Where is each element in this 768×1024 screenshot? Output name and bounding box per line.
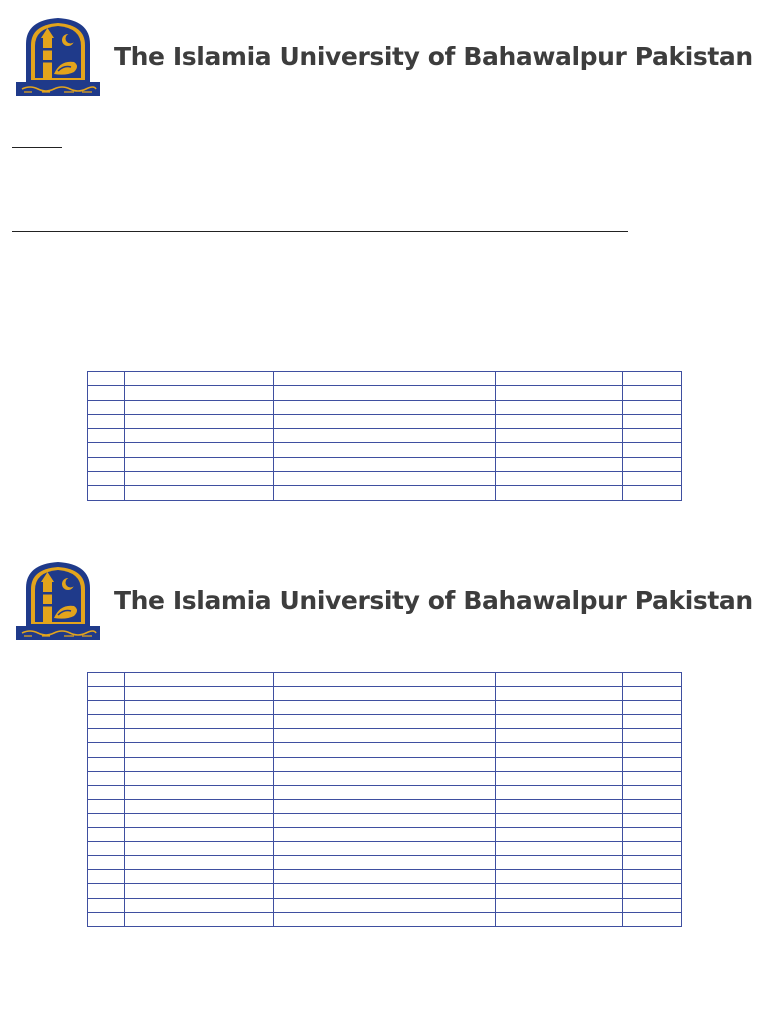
table-row <box>88 757 682 771</box>
table-cell <box>623 870 682 884</box>
table-cell <box>274 870 496 884</box>
table-cell <box>125 870 274 884</box>
table-cell <box>274 729 496 743</box>
table-cell <box>496 372 623 386</box>
table-cell <box>623 898 682 912</box>
table-cell <box>623 884 682 898</box>
table-cell <box>274 673 496 687</box>
table-cell <box>623 912 682 926</box>
table-cell <box>274 414 496 428</box>
table-cell <box>88 372 125 386</box>
table-cell <box>274 757 496 771</box>
table-cell <box>125 799 274 813</box>
table-cell <box>274 457 496 471</box>
table-cell <box>274 486 496 500</box>
table-cell <box>496 400 623 414</box>
table-cell <box>274 813 496 827</box>
table-cell <box>623 842 682 856</box>
table-cell <box>88 429 125 443</box>
table-cell <box>496 898 623 912</box>
table-row <box>88 386 682 400</box>
table-cell <box>125 457 274 471</box>
table-cell <box>125 400 274 414</box>
table-cell <box>496 673 623 687</box>
table-cell <box>274 785 496 799</box>
table-cell <box>88 414 125 428</box>
table-cell <box>88 743 125 757</box>
table-cell <box>88 813 125 827</box>
table-cell <box>496 912 623 926</box>
table-cell <box>496 870 623 884</box>
table-cell <box>88 799 125 813</box>
table-cell <box>623 386 682 400</box>
table-cell <box>88 785 125 799</box>
table-cell <box>496 771 623 785</box>
table-cell <box>496 799 623 813</box>
table-cell <box>496 472 623 486</box>
table-cell <box>274 856 496 870</box>
empty-table-2 <box>87 672 682 927</box>
table-row <box>88 486 682 500</box>
table-cell <box>88 912 125 926</box>
table-cell <box>496 414 623 428</box>
page-title: The Islamia University of Bahawalpur Pakistan <box>114 41 753 71</box>
page-title-2: The Islamia University of Bahawalpur Pakistan <box>114 585 753 615</box>
table-row <box>88 799 682 813</box>
table-cell <box>623 429 682 443</box>
table-cell <box>623 715 682 729</box>
table-cell <box>125 414 274 428</box>
table-cell <box>274 743 496 757</box>
table-cell <box>274 771 496 785</box>
table-cell <box>125 898 274 912</box>
table-cell <box>88 472 125 486</box>
table-cell <box>274 386 496 400</box>
table-cell <box>125 757 274 771</box>
table-cell <box>496 486 623 500</box>
table-cell <box>88 687 125 701</box>
table-cell <box>88 856 125 870</box>
table-cell <box>623 400 682 414</box>
table-cell <box>496 743 623 757</box>
table-cell <box>623 372 682 386</box>
table-row <box>88 912 682 926</box>
table-row <box>88 743 682 757</box>
table-cell <box>88 457 125 471</box>
table-cell <box>125 884 274 898</box>
table-row <box>88 771 682 785</box>
table-row <box>88 870 682 884</box>
university-crest-icon <box>16 560 100 640</box>
table-cell <box>274 443 496 457</box>
table-cell <box>125 912 274 926</box>
university-header-2 <box>16 560 753 640</box>
table-cell <box>274 687 496 701</box>
table-cell <box>496 856 623 870</box>
table-cell <box>88 757 125 771</box>
table-cell <box>88 400 125 414</box>
table-cell <box>274 701 496 715</box>
table-row <box>88 729 682 743</box>
table-cell <box>88 715 125 729</box>
table-cell <box>274 898 496 912</box>
table-row <box>88 472 682 486</box>
table-cell <box>623 785 682 799</box>
university-header <box>16 16 753 96</box>
table-cell <box>88 828 125 842</box>
table-cell <box>125 701 274 715</box>
table-cell <box>623 701 682 715</box>
table-cell <box>623 414 682 428</box>
table-row <box>88 372 682 386</box>
table-cell <box>125 842 274 856</box>
table-cell <box>88 443 125 457</box>
empty-table-1 <box>87 371 682 501</box>
table-cell <box>623 729 682 743</box>
table-cell <box>125 828 274 842</box>
table-cell <box>274 372 496 386</box>
table-cell <box>496 729 623 743</box>
table-cell <box>496 884 623 898</box>
table-cell <box>88 729 125 743</box>
table-cell <box>496 429 623 443</box>
table-cell <box>125 443 274 457</box>
table-row <box>88 400 682 414</box>
table-cell <box>125 386 274 400</box>
table-cell <box>623 673 682 687</box>
table-cell <box>496 701 623 715</box>
table-cell <box>496 842 623 856</box>
table-cell <box>623 743 682 757</box>
table-cell <box>623 457 682 471</box>
table-row <box>88 457 682 471</box>
table-cell <box>88 884 125 898</box>
table-cell <box>125 673 274 687</box>
table-cell <box>496 785 623 799</box>
table-cell <box>623 813 682 827</box>
table-cell <box>88 842 125 856</box>
table-cell <box>274 842 496 856</box>
table-cell <box>274 828 496 842</box>
table-cell <box>125 813 274 827</box>
table-row <box>88 813 682 827</box>
table-row <box>88 785 682 799</box>
table-row <box>88 898 682 912</box>
table-cell <box>125 785 274 799</box>
table-cell <box>496 457 623 471</box>
table-row <box>88 673 682 687</box>
table-cell <box>88 771 125 785</box>
table-cell <box>496 715 623 729</box>
table-cell <box>125 729 274 743</box>
table-cell <box>496 443 623 457</box>
table-row <box>88 443 682 457</box>
table-cell <box>274 715 496 729</box>
table-cell <box>88 701 125 715</box>
table-cell <box>623 486 682 500</box>
table-cell <box>496 828 623 842</box>
table-cell <box>496 813 623 827</box>
table-cell <box>274 472 496 486</box>
table-cell <box>125 743 274 757</box>
table-cell <box>623 828 682 842</box>
table-row <box>88 828 682 842</box>
table-cell <box>623 799 682 813</box>
university-crest-icon <box>16 16 100 96</box>
table-row <box>88 856 682 870</box>
table-cell <box>125 687 274 701</box>
table-cell <box>623 856 682 870</box>
table-cell <box>88 870 125 884</box>
table-cell <box>88 673 125 687</box>
table-cell <box>623 443 682 457</box>
table-cell <box>623 757 682 771</box>
short-underline <box>12 147 62 148</box>
table-cell <box>125 715 274 729</box>
table-cell <box>88 386 125 400</box>
table-cell <box>496 386 623 400</box>
table-row <box>88 715 682 729</box>
table-cell <box>88 898 125 912</box>
table-cell <box>125 372 274 386</box>
table-row <box>88 842 682 856</box>
table-cell <box>274 429 496 443</box>
table-cell <box>623 472 682 486</box>
table-cell <box>496 687 623 701</box>
table-cell <box>623 771 682 785</box>
table-row <box>88 414 682 428</box>
table-cell <box>274 912 496 926</box>
table-cell <box>88 486 125 500</box>
table-row <box>88 687 682 701</box>
table-cell <box>125 856 274 870</box>
table-row <box>88 701 682 715</box>
table-row <box>88 429 682 443</box>
table-cell <box>125 472 274 486</box>
table-cell <box>496 757 623 771</box>
table-cell <box>125 486 274 500</box>
table-cell <box>274 799 496 813</box>
table-cell <box>623 687 682 701</box>
table-cell <box>274 884 496 898</box>
long-underline <box>12 231 628 232</box>
table-cell <box>125 429 274 443</box>
table-row <box>88 884 682 898</box>
table-cell <box>125 771 274 785</box>
table-cell <box>274 400 496 414</box>
